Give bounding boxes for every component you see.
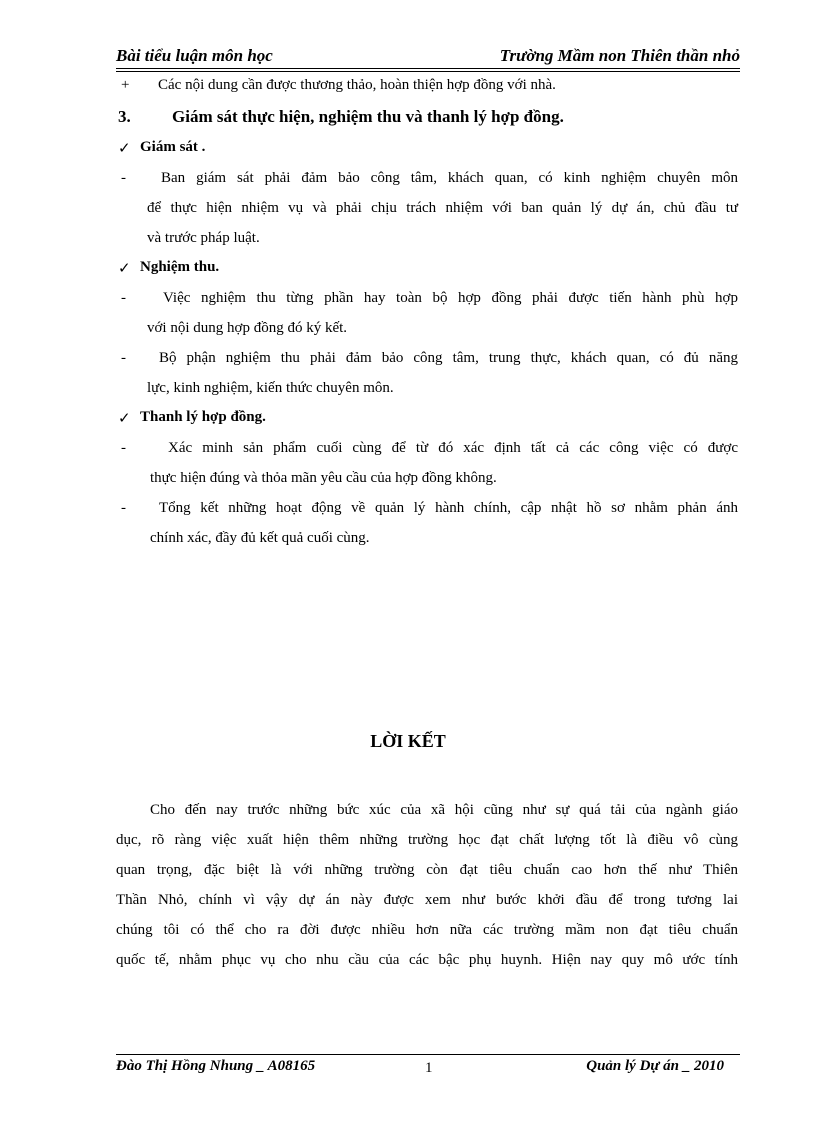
header-school-name: Trường Mầm non Thiên thần nhỏ [499, 46, 740, 65]
list-item-line: lực, kinh nghiệm, kiến thức chuyên môn. [147, 380, 394, 396]
list-item-line: với nội dung hợp đồng đó ký kết. [147, 320, 348, 336]
list-item-line: Tổng kết những hoạt động về quản lý hành chính, cập nhật hồ sơ nhằm phản ánh [159, 500, 738, 516]
subsection-title-liquidation: Thanh lý hợp đồng. [140, 409, 266, 425]
page-header [116, 46, 740, 68]
closing-paragraph-line: quốc tế, nhằm phục vụ cho nhu cầu của các bậc phụ huynh. Hiện nay quy mô ước tính [116, 952, 738, 968]
closing-paragraph-line: Cho đến nay trước những bức xúc của xã hội cũng như sự quá tải của ngành giáo [150, 802, 738, 818]
checkmark-icon: ✓ [118, 261, 131, 277]
subsection-title-acceptance: Nghiệm thu. [140, 259, 220, 275]
dash-marker: - [121, 290, 126, 306]
closing-paragraph-line: dục, rõ ràng việc xuất hiện thêm những trường học đạt chất lượng tốt là điều vô cùng [116, 832, 738, 848]
dash-marker: - [121, 350, 126, 366]
dash-marker: - [121, 500, 126, 516]
closing-paragraph-line: quan trọng, đặc biệt là với những trường còn đạt tiêu chuẩn cao hơn thế như Thiên [116, 862, 738, 878]
section-number: 3. [118, 107, 131, 126]
page-number: 1 [425, 1060, 433, 1076]
header-rule-top [116, 68, 740, 69]
closing-paragraph-line: Thần Nhỏ, chính vì vậy dự án này được xem như bước khởi đầu để trong tương lai [116, 892, 738, 908]
list-item-line: thực hiện đúng và thỏa mãn yêu cầu của hợp đồng không. [150, 470, 497, 486]
checkmark-icon: ✓ [118, 411, 131, 427]
list-item-line: Xác minh sản phẩm cuối cùng để từ đó xác định tất cả các công việc có được [168, 440, 738, 456]
list-item-line: chính xác, đầy đủ kết quả cuối cùng. [150, 530, 370, 546]
header-course-title: Bài tiểu luận môn học [116, 46, 273, 65]
footer-author: Đào Thị Hồng Nhung _ A08165 [116, 1058, 316, 1074]
section-title: Giám sát thực hiện, nghiệm thu và thanh lý hợp đồng. [172, 107, 564, 126]
intro-item-text: Các nội dung cần được thương thảo, hoàn thiện hợp đồng với nhà. [158, 77, 556, 93]
list-item-line: và trước pháp luật. [147, 230, 260, 246]
dash-marker: - [121, 440, 126, 456]
footer-course: Quản lý Dự án _ 2010 [586, 1058, 724, 1074]
list-item-line: Việc nghiệm thu từng phần hay toàn bộ hợp đồng phải được tiến hành phù hợp [163, 290, 738, 306]
subsection-title-supervision: Giám sát . [140, 139, 206, 155]
plus-marker: + [121, 77, 130, 93]
dash-marker: - [121, 170, 126, 186]
checkmark-icon: ✓ [118, 141, 131, 157]
footer-rule [116, 1054, 740, 1055]
list-item-line: để thực hiện nhiệm vụ và phải chịu trách nhiệm với ban quản lý dự án, chủ đầu tư [147, 200, 738, 216]
closing-title: LỜI KẾT [370, 731, 446, 751]
closing-paragraph-line: chúng tôi có thể cho ra đời được nhiều hơn nữa các trường mầm non đạt tiêu chuẩn [116, 922, 738, 938]
list-item-line: Bộ phận nghiệm thu phải đảm bảo công tâm, trung thực, khách quan, có đủ năng [159, 350, 738, 366]
header-rule-bottom [116, 71, 740, 72]
list-item-line: Ban giám sát phải đảm bảo công tâm, khách quan, có kinh nghiệm chuyên môn [161, 170, 738, 186]
